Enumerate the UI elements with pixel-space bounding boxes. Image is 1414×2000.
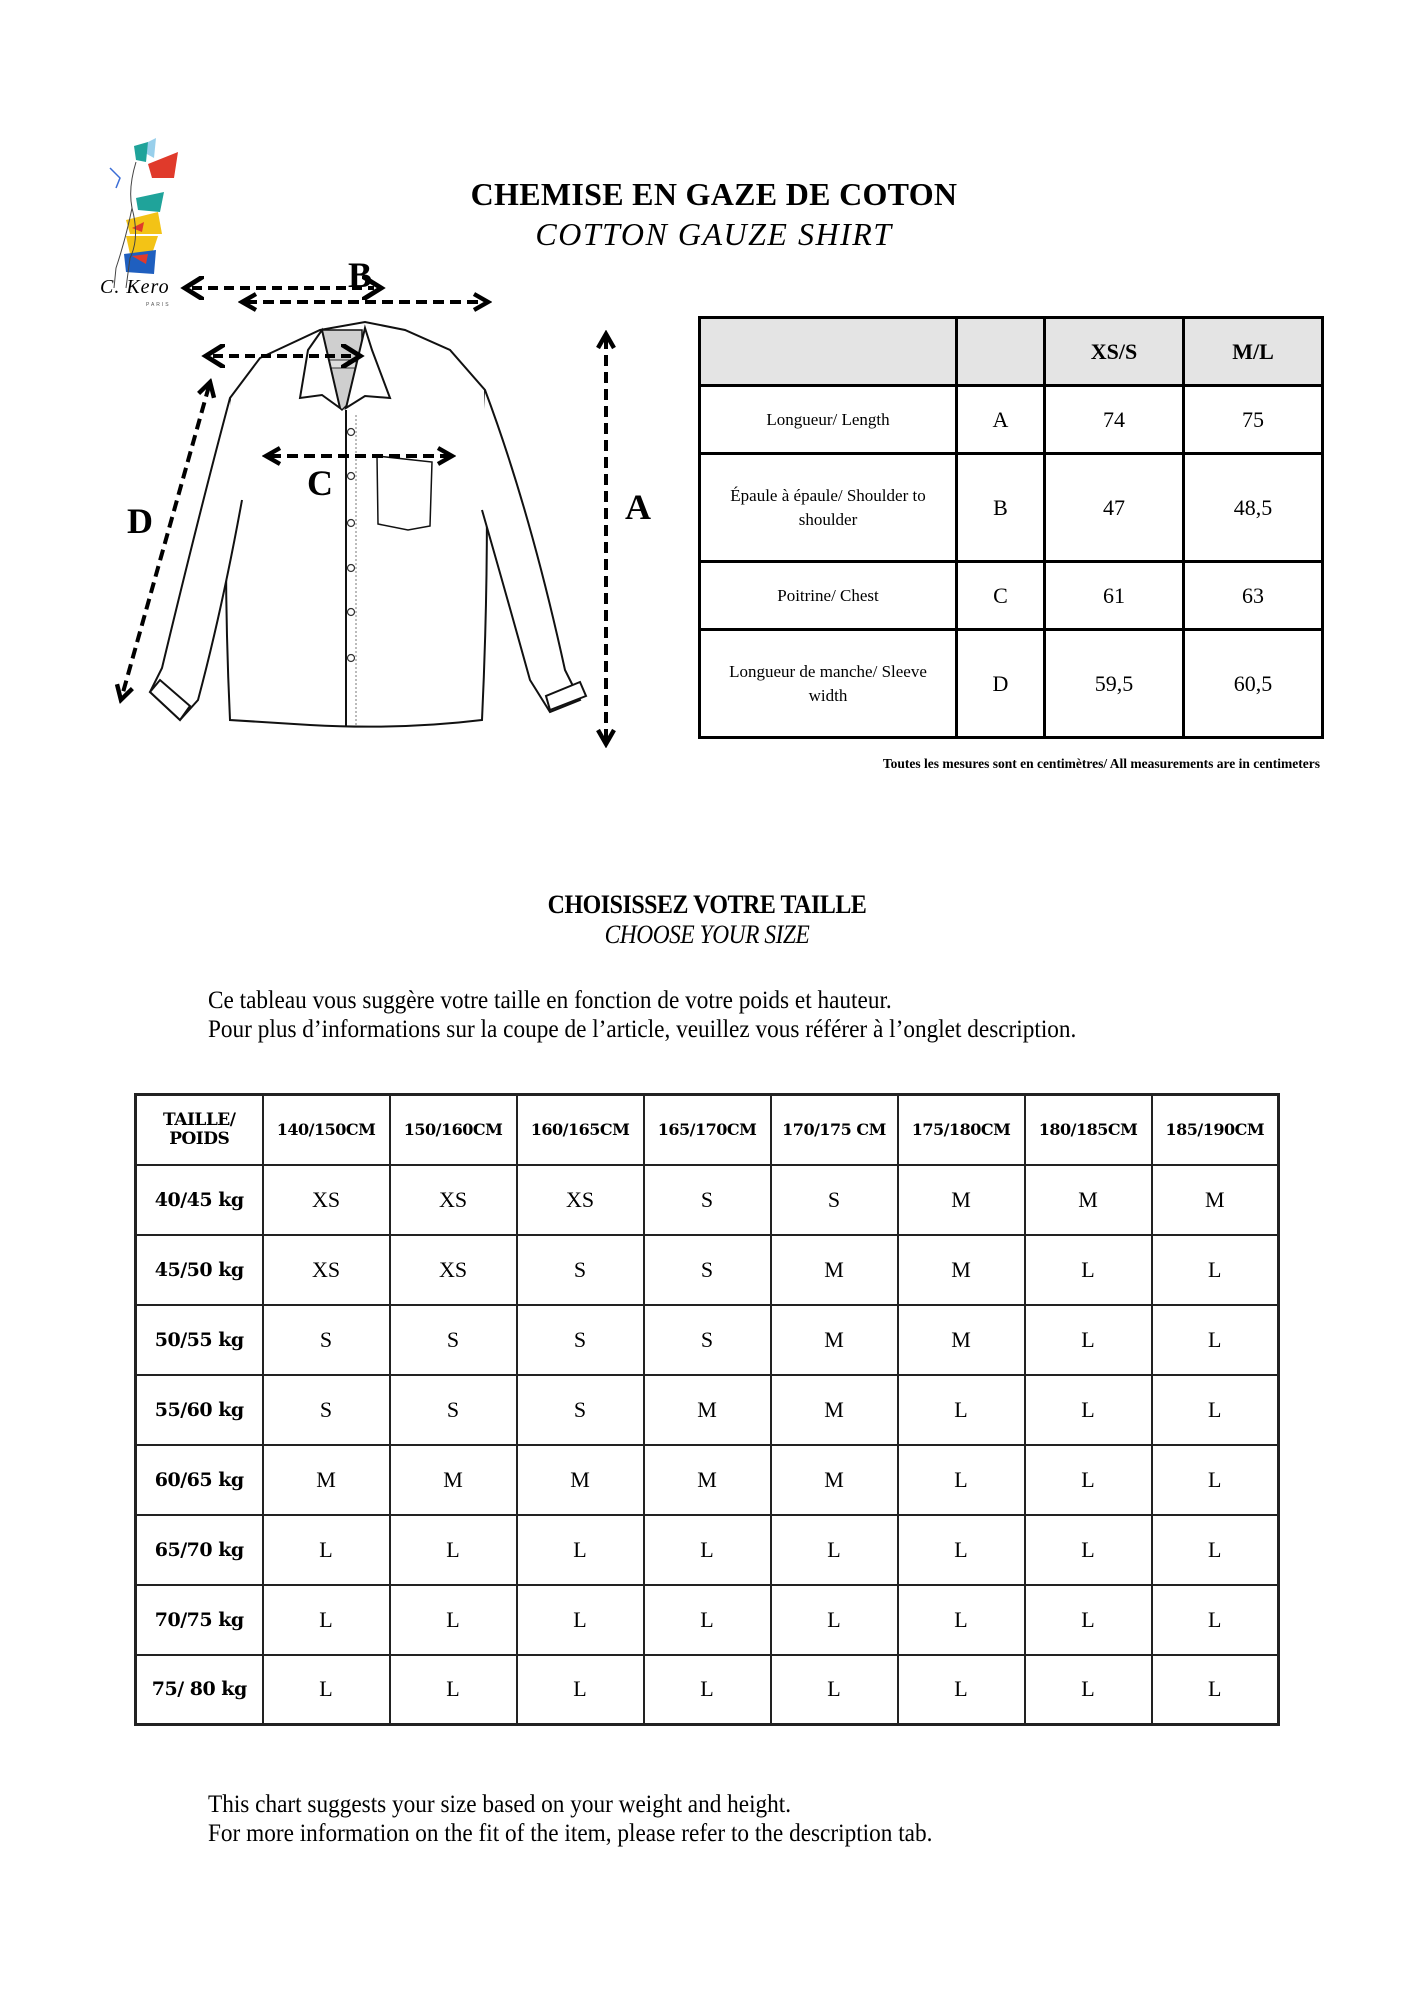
size-cell: L	[898, 1375, 1025, 1445]
size-cell: L	[644, 1515, 771, 1585]
size-cell: S	[263, 1305, 390, 1375]
size-table-row	[136, 1165, 1279, 1235]
corner-line-1: TAILLE/	[163, 1109, 236, 1130]
size-cell: L	[390, 1655, 517, 1725]
size-cell: L	[898, 1585, 1025, 1655]
measurement-m-l: 48,5	[1184, 454, 1323, 562]
size-cell: XS	[390, 1165, 517, 1235]
height-header: 140/150CM	[263, 1095, 390, 1165]
weight-range: 50/55 kg	[136, 1305, 263, 1375]
intro-line-1: Ce tableau vous suggère votre taille en fonction de votre poids et hauteur.	[208, 987, 892, 1014]
size-table-row	[136, 1375, 1279, 1445]
size-cell: M	[898, 1305, 1025, 1375]
size-cell: M	[1025, 1165, 1152, 1235]
outro-line-1: This chart suggests your size based on your weight and height.	[208, 1791, 792, 1818]
size-table-row	[136, 1585, 1279, 1655]
size-recommendation-table	[134, 1093, 1280, 1726]
size-cell: M	[390, 1445, 517, 1515]
weight-range: 55/60 kg	[136, 1375, 263, 1445]
size-cell: L	[1152, 1515, 1279, 1585]
size-guide-outro-en	[208, 1790, 932, 1848]
size-table-header-row	[136, 1095, 1279, 1165]
size-cell: L	[1025, 1305, 1152, 1375]
size-cell: L	[263, 1585, 390, 1655]
size-cell: L	[1025, 1585, 1152, 1655]
size-cell: M	[771, 1235, 898, 1305]
size-cell: L	[1152, 1445, 1279, 1515]
outro-line-2: For more information on the fit of the item, please refer to the description tab.	[208, 1820, 933, 1847]
size-cell: L	[517, 1585, 644, 1655]
weight-range: 40/45 kg	[136, 1165, 263, 1235]
corner-line-2: POIDS	[169, 1128, 230, 1149]
size-cell: M	[263, 1445, 390, 1515]
weight-range: 65/70 kg	[136, 1515, 263, 1585]
measurement-label: Longueur/ Length	[700, 386, 957, 454]
size-guide-intro-fr	[208, 986, 1076, 1044]
header-code-col	[957, 318, 1045, 386]
size-cell: M	[898, 1235, 1025, 1305]
measurement-code: A	[957, 386, 1045, 454]
size-cell: L	[771, 1585, 898, 1655]
measurement-row-length	[700, 386, 1323, 454]
size-cell: S	[517, 1305, 644, 1375]
weight-range: 45/50 kg	[136, 1235, 263, 1305]
size-cell: L	[1025, 1375, 1152, 1445]
size-cell: L	[517, 1655, 644, 1725]
measurements-table	[698, 316, 1324, 739]
product-title-en: COTTON GAUZE SHIRT	[535, 216, 893, 252]
size-table-row	[136, 1515, 1279, 1585]
size-cell: M	[771, 1375, 898, 1445]
size-cell: XS	[517, 1165, 644, 1235]
measurement-xs-s: 74	[1045, 386, 1184, 454]
size-cell: L	[1025, 1445, 1152, 1515]
height-header: 175/180CM	[898, 1095, 1025, 1165]
size-cell: S	[263, 1375, 390, 1445]
size-cell: M	[771, 1445, 898, 1515]
size-cell: S	[517, 1375, 644, 1445]
measurement-code: B	[957, 454, 1045, 562]
size-cell: L	[1025, 1655, 1152, 1725]
size-cell: L	[1152, 1585, 1279, 1655]
size-cell: XS	[263, 1165, 390, 1235]
size-table-row	[136, 1655, 1279, 1725]
measurement-xs-s: 59,5	[1045, 630, 1184, 738]
size-cell: S	[771, 1165, 898, 1235]
measurement-row-chest	[700, 562, 1323, 630]
brand-name: C. Kero	[100, 276, 170, 298]
corner-header	[136, 1095, 263, 1165]
size-table-body	[136, 1165, 1279, 1725]
size-cell: L	[1152, 1305, 1279, 1375]
size-cell: L	[771, 1655, 898, 1725]
size-cell: L	[1152, 1235, 1279, 1305]
measurement-xs-s: 47	[1045, 454, 1184, 562]
height-header: 180/185CM	[1025, 1095, 1152, 1165]
size-cell: L	[898, 1655, 1025, 1725]
height-header: 150/160CM	[390, 1095, 517, 1165]
measurement-row-sleeve	[700, 630, 1323, 738]
size-cell: L	[898, 1445, 1025, 1515]
height-header: 160/165CM	[517, 1095, 644, 1165]
measurement-label: Épaule à épaule/ Shoulder to shoulder	[700, 454, 957, 562]
size-cell: L	[263, 1515, 390, 1585]
size-cell: L	[644, 1585, 771, 1655]
size-table-row	[136, 1305, 1279, 1375]
size-cell: L	[898, 1515, 1025, 1585]
height-header: 165/170CM	[644, 1095, 771, 1165]
size-table-row	[136, 1445, 1279, 1515]
header-xs-s: XS/S	[1045, 318, 1184, 386]
weight-range: 60/65 kg	[136, 1445, 263, 1515]
size-cell: S	[390, 1305, 517, 1375]
dimension-label-b: B	[348, 255, 373, 295]
size-cell: M	[644, 1445, 771, 1515]
size-cell: M	[1152, 1165, 1279, 1235]
size-cell: XS	[390, 1235, 517, 1305]
size-cell: L	[390, 1515, 517, 1585]
dimension-label-d: D	[127, 501, 153, 541]
size-cell: L	[1025, 1515, 1152, 1585]
size-cell: L	[1025, 1235, 1152, 1305]
size-guide-title-en: CHOOSE YOUR SIZE	[604, 920, 810, 949]
measurement-m-l: 60,5	[1184, 630, 1323, 738]
height-header: 185/190CM	[1152, 1095, 1279, 1165]
size-cell: M	[517, 1445, 644, 1515]
measurement-row-shoulder	[700, 454, 1323, 562]
brand-city: PARIS	[146, 302, 171, 308]
size-cell: L	[390, 1585, 517, 1655]
dimension-label-a: A	[625, 487, 651, 527]
weight-range: 75/ 80 kg	[136, 1655, 263, 1725]
measurement-label: Longueur de manche/ Sleeve width	[700, 630, 957, 738]
size-cell: S	[517, 1235, 644, 1305]
header-m-l: M/L	[1184, 318, 1323, 386]
size-cell: L	[644, 1655, 771, 1725]
intro-line-2: Pour plus d’informations sur la coupe de l’article, veuillez vous référer à l’onglet description.	[208, 1016, 1077, 1043]
header-label-col	[700, 318, 957, 386]
measurement-xs-s: 61	[1045, 562, 1184, 630]
measurement-code: C	[957, 562, 1045, 630]
size-cell: L	[517, 1515, 644, 1585]
measurement-m-l: 63	[1184, 562, 1323, 630]
measurement-code: D	[957, 630, 1045, 738]
dimension-label-c: C	[307, 463, 333, 503]
measurements-header-row	[700, 318, 1323, 386]
size-guide-title-fr: CHOISISSEZ VOTRE TAILLE	[547, 890, 867, 919]
size-cell: XS	[263, 1235, 390, 1305]
weight-range: 70/75 kg	[136, 1585, 263, 1655]
measurement-m-l: 75	[1184, 386, 1323, 454]
size-cell: S	[644, 1235, 771, 1305]
measurement-label: Poitrine/ Chest	[700, 562, 957, 630]
size-cell: M	[771, 1305, 898, 1375]
product-title-fr: CHEMISE EN GAZE DE COTON	[470, 176, 958, 212]
size-cell: S	[390, 1375, 517, 1445]
size-cell: M	[644, 1375, 771, 1445]
size-cell: L	[1152, 1375, 1279, 1445]
size-cell: L	[1152, 1655, 1279, 1725]
size-table-row	[136, 1235, 1279, 1305]
height-header: 170/175 CM	[771, 1095, 898, 1165]
measurements-unit-note: Toutes les mesures sont en centimètres/ All measurements are in centimeters	[882, 756, 1320, 771]
size-cell: S	[644, 1305, 771, 1375]
size-cell: M	[898, 1165, 1025, 1235]
size-cell: S	[644, 1165, 771, 1235]
size-cell: L	[263, 1655, 390, 1725]
size-cell: L	[771, 1515, 898, 1585]
